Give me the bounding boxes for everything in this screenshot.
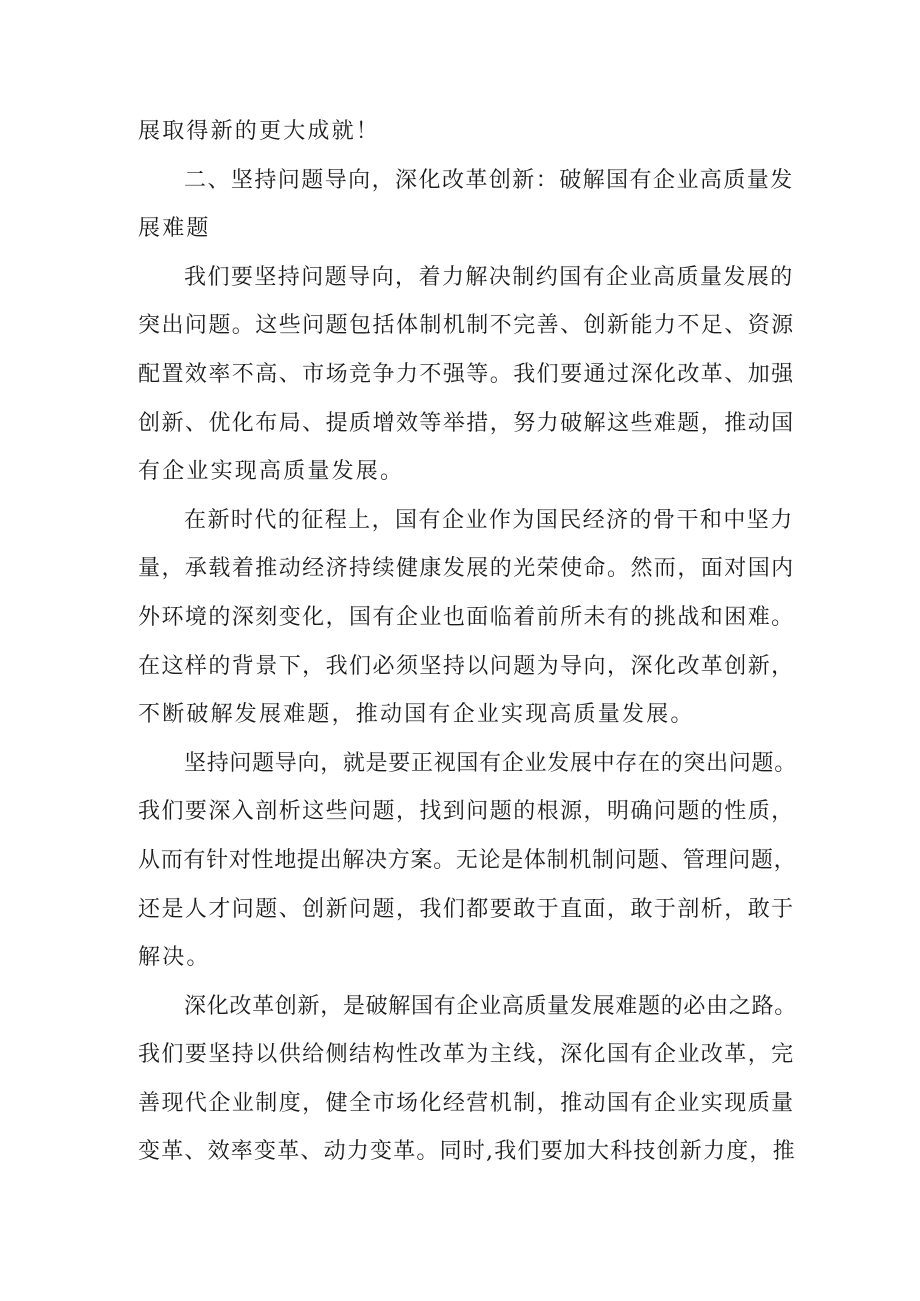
document-body: [138, 108, 798, 1177]
text-line-20: 我们要坚持以供给侧结构性改革为主线，深化国有企业改革，完: [138, 1042, 795, 1068]
text-line-18: 解决。: [138, 945, 211, 971]
text-line-11: 外环境的深刻变化，国有企业也面临着前所未有的挑战和困难。: [138, 604, 795, 630]
text-line-10: 量，承载着推动经济持续健康发展的光荣使命。然而，面对国内: [138, 556, 795, 582]
section-heading-line-2: 展难题: [138, 216, 211, 242]
text-line-16: 从而有针对性地提出解决方案。无论是体制机制问题、管理问题，: [138, 847, 797, 873]
text-line-8: 有企业实现高质量发展。: [138, 459, 405, 485]
text-line-1: 展取得新的更大成就！: [138, 119, 381, 144]
text-line-6: 配置效率不高、市场竞争力不强等。我们要通过深化改革、加强: [138, 361, 795, 387]
text-line-14: 坚持问题导向，就是要正视国有企业发展中存在的突出问题。: [184, 750, 797, 776]
text-line-15: 我们要深入剖析这些问题，找到问题的根源，明确问题的性质，: [138, 799, 795, 825]
text-line-5: 突出问题。这些问题包括体制机制不完善、创新能力不足、资源: [138, 313, 795, 339]
text-line-12: 在这样的背景下，我们必须坚持以问题为导向，深化改革创新，: [138, 653, 795, 679]
text-line-13: 不断破解发展难题，推动国有企业实现高质量发展。: [138, 702, 695, 728]
text-line-17: 还是人才问题、创新问题，我们都要敢于直面，敢于剖析，敢于: [138, 896, 795, 922]
text-line-21: 善现代企业制度，健全市场化经营机制，推动国有企业实现质量: [138, 1090, 795, 1116]
text-line-4: 我们要坚持问题导向，着力解决制约国有企业高质量发展的: [184, 264, 794, 290]
section-heading-line-1: 二、坚持问题导向，深化改革创新：破解国有企业高质量发: [184, 167, 794, 193]
text-line-9: 在新时代的征程上，国有企业作为国民经济的骨干和中坚力: [184, 507, 794, 533]
text-line-19: 深化改革创新，是破解国有企业高质量发展难题的必由之路。: [184, 993, 797, 1019]
text-line-7: 创新、优化布局、提质增效等举措，努力破解这些难题，推动国: [138, 410, 795, 436]
text-line-22: 变革、效率变革、动力变革。同时,我们要加大科技创新力度，推: [138, 1139, 796, 1165]
